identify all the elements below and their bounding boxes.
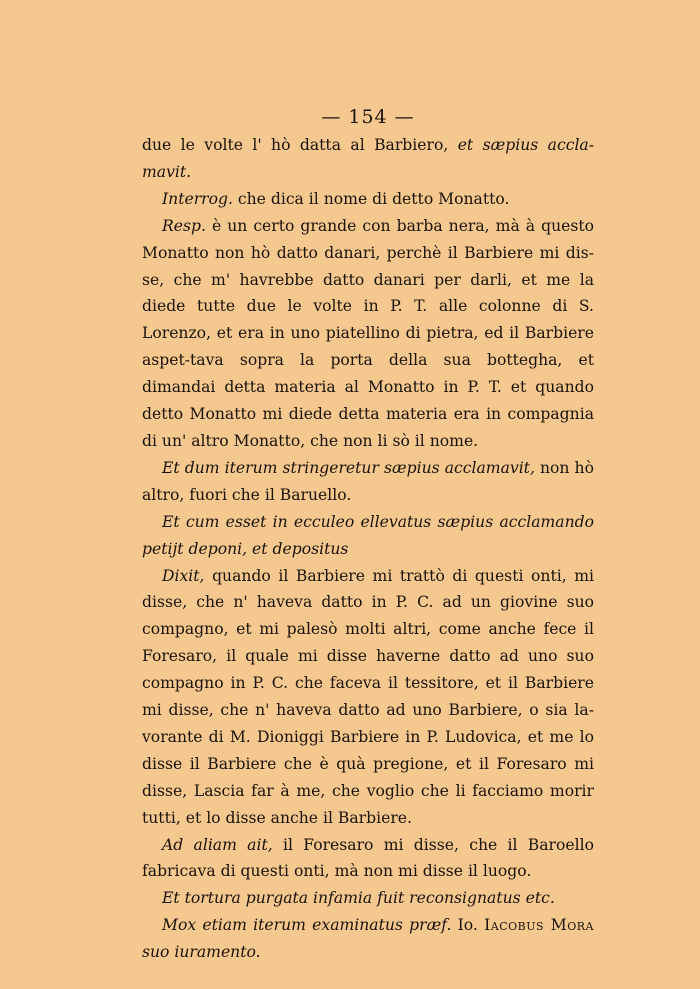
italic-run: Interrog.	[162, 189, 233, 208]
paragraph-7	[142, 832, 594, 886]
small-caps-run: Iacobus Mora	[484, 916, 594, 935]
text-run: due le volte l' hò datta al Barbiero,	[142, 136, 458, 154]
italic-run: suo iuramento.	[142, 943, 261, 962]
text-run: il Foresaro mi disse, che il Baroello fabricava di questi onti, mà non mi disse il luogo.	[142, 835, 594, 881]
paragraph-9	[142, 912, 594, 966]
page-number: — 154 —	[321, 106, 415, 128]
paragraph-4	[142, 455, 594, 509]
text-run: non hò altro, fuori che il Baruello.	[142, 458, 594, 504]
paragraph-5	[142, 509, 594, 563]
italic-run: et sæpius accla-mavit.	[142, 136, 594, 181]
text-run: Io.	[451, 916, 485, 935]
italic-run: Dixit,	[162, 566, 205, 585]
text-run: che dica il nome di detto Monatto.	[232, 189, 510, 208]
paragraph-3	[142, 213, 594, 455]
text-run: è un certo grande con barba nera, mà à questo Monatto non hò datto danari, perchè il Barbiere mi dis-se, che m' havrebbe datto danari per darli, et me la diede tutte due le volte in P. T. alle colonne di S. Lorenzo, et era in uno piatellino di pietra, ed il Barbiere aspet-tava sopra la porta della sua bottegha, et dimandai detta materia al Monatto in P. T. et quando detto Monatto mi diede detta materia era in compagnia di un' altro Monatto, che non li sò il nome.	[142, 216, 594, 450]
paragraph-8	[142, 885, 594, 912]
italic-run: Resp.	[162, 216, 206, 235]
italic-run: Mox etiam iterum examinatus præf.	[162, 916, 452, 935]
italic-run: Et cum esset in ecculeo ellevatus sæpius acclamando petijt deponi, et depositus	[142, 512, 594, 558]
paragraph-6	[142, 563, 594, 832]
italic-run: Et tortura purgata infamia fuit reconsignatus etc.	[162, 889, 555, 908]
paragraph-1	[142, 132, 594, 186]
text-run: quando il Barbiere mi trattò di questi onti, mi disse, che n' haveva datto in P. C. ad un giovine suo compagno, et mi palesò molti altri, come anche fece il Foresaro, il quale mi disse haverne datto ad uno suo compagno in P. C. che faceva il tessitore, et il Barbiere mi disse, che n' haveva datto ad uno Barbiere, o sia la-vorante di M. Dioniggi Barbiere in P. Ludovica, et me lo disse il Barbiere che è quà pregione, et il Foresaro mi disse, Lascia far à me, che voglio che li facciamo morir tutti, et lo disse anche il Barbiere.	[142, 566, 594, 827]
italic-run: Et dum iterum stringeretur sæpius acclamavit,	[162, 458, 535, 477]
italic-run: Ad aliam ait,	[162, 835, 273, 854]
page-body	[142, 132, 594, 966]
paragraph-2	[142, 186, 594, 213]
